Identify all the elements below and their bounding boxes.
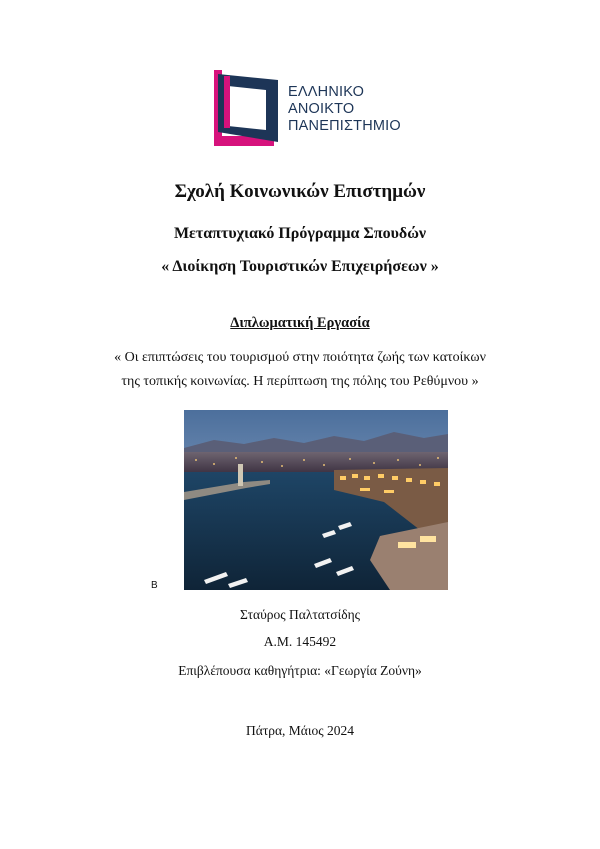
logo-line-2: ΑΝΟΙΚΤΟ — [288, 101, 355, 117]
student-id: Α.Μ. 145492 — [263, 634, 337, 649]
author-name: Σταύρος Παλτατσίδης — [240, 607, 360, 622]
supervisor: Επιβλέπουσα καθηγήτρια: «Γεωργία Ζούνη» — [178, 663, 422, 678]
university-logo — [214, 70, 404, 146]
university-logo-mark — [214, 70, 284, 146]
thesis-type: Διπλωματική Εργασία — [230, 315, 370, 331]
harbour-illustration — [184, 410, 448, 590]
stray-character: B — [151, 580, 158, 591]
rethymno-harbour-photo — [184, 410, 448, 590]
program-label: Μεταπτυχιακό Πρόγραμμα Σπουδών — [173, 225, 427, 242]
logo-line-3: ΠΑΝΕΠΙΣΤΗΜΙΟ — [288, 118, 401, 134]
university-logo-text — [288, 84, 401, 135]
thesis-title-line-2: της τοπικής κοινωνίας. Η περίπτωση της πόλης του Ρεθύμνου » — [121, 374, 479, 389]
logo-line-1: ΕΛΛΗΝΙΚΟ — [288, 84, 365, 100]
program-name: « Διοίκηση Τουριστικών Επιχειρήσεων » — [161, 258, 439, 275]
thesis-title-line-1: « Οι επιπτώσεις του τουρισμού στην ποιότητα ζωής των κατοίκων — [114, 350, 486, 365]
school-name: Σχολή Κοινωνικών Επιστημών — [174, 181, 426, 202]
place-date: Πάτρα, Μάιος 2024 — [246, 723, 354, 738]
